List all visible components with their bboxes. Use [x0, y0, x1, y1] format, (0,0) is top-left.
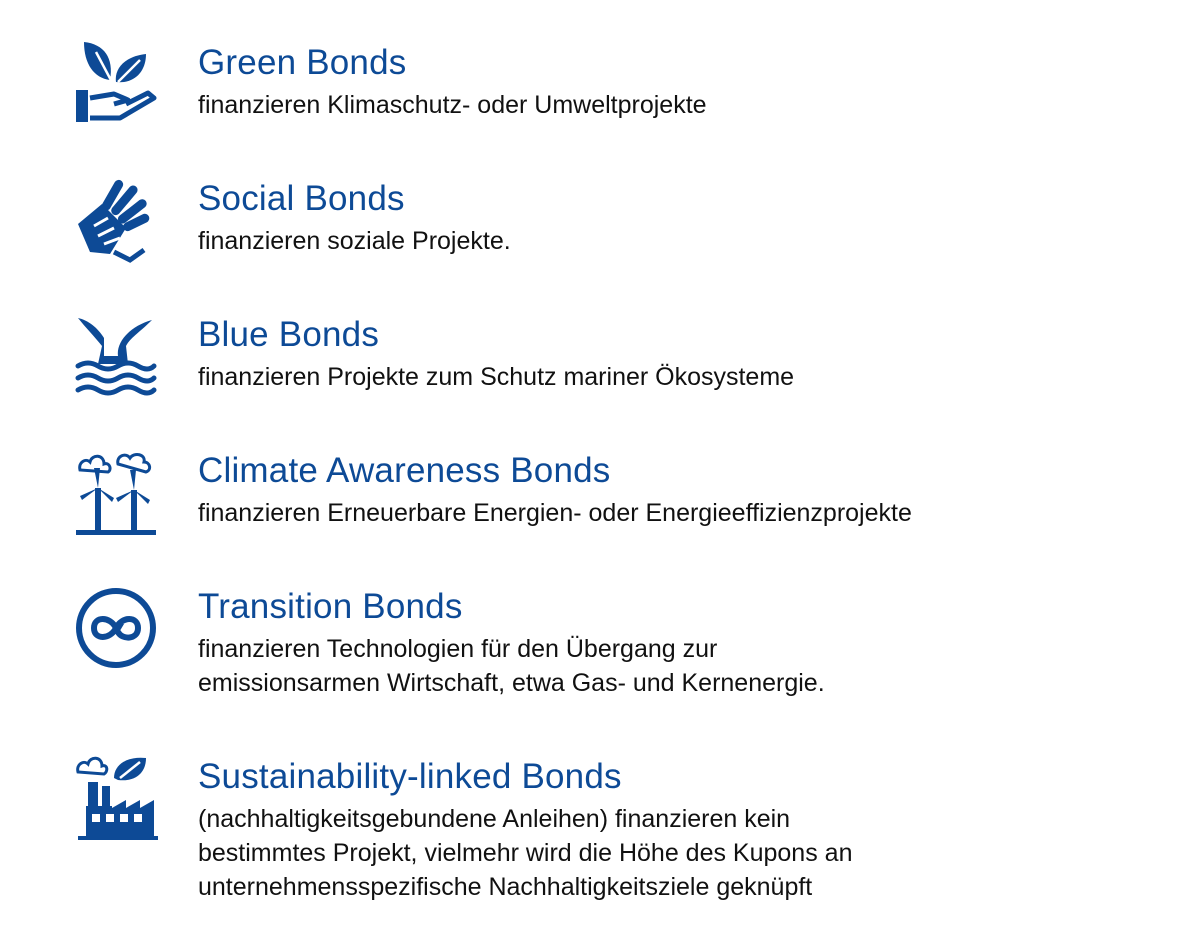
helping-hands-icon: [74, 174, 158, 264]
wind-turbines-icon: [74, 450, 158, 540]
factory-leaf-icon: [74, 752, 158, 842]
bond-description: [198, 360, 1158, 394]
description-line: emissionsarmen Wirtschaft, etwa Gas- und Kernenergie.: [198, 669, 825, 697]
bond-title: Transition Bonds: [198, 587, 463, 626]
bond-title: Green Bonds: [198, 43, 407, 82]
description-line: finanzieren Erneuerbare Energien- oder Energieeffizienzprojekte: [198, 499, 912, 527]
whale-tail-waves-icon: [74, 312, 158, 402]
description-line: finanzieren soziale Projekte.: [198, 227, 511, 255]
bond-description: [198, 496, 1158, 530]
bond-description: [198, 802, 1158, 904]
description-line: unternehmensspezifische Nachhaltigkeitsziele geknüpft: [198, 873, 813, 901]
description-line: finanzieren Projekte zum Schutz mariner Ökosysteme: [198, 363, 795, 391]
bond-title: Climate Awareness Bonds: [198, 451, 611, 490]
hand-plant-icon: [74, 38, 158, 128]
description-line: bestimmtes Projekt, vielmehr wird die Höhe des Kupons an: [198, 839, 853, 867]
bond-description: [198, 224, 1158, 258]
description-line: (nachhaltigkeitsgebundene Anleihen) finanzieren kein: [198, 805, 791, 833]
description-line: finanzieren Technologien für den Übergang zur: [198, 635, 718, 663]
description-line: finanzieren Klimaschutz- oder Umweltprojekte: [198, 91, 707, 119]
bond-description: [198, 88, 1158, 122]
bond-description: [198, 632, 1158, 700]
bond-title: Sustainability-linked Bonds: [198, 757, 622, 796]
bond-title: Social Bonds: [198, 179, 405, 218]
transition-loop-icon: [74, 586, 158, 676]
bond-title: Blue Bonds: [198, 315, 380, 354]
